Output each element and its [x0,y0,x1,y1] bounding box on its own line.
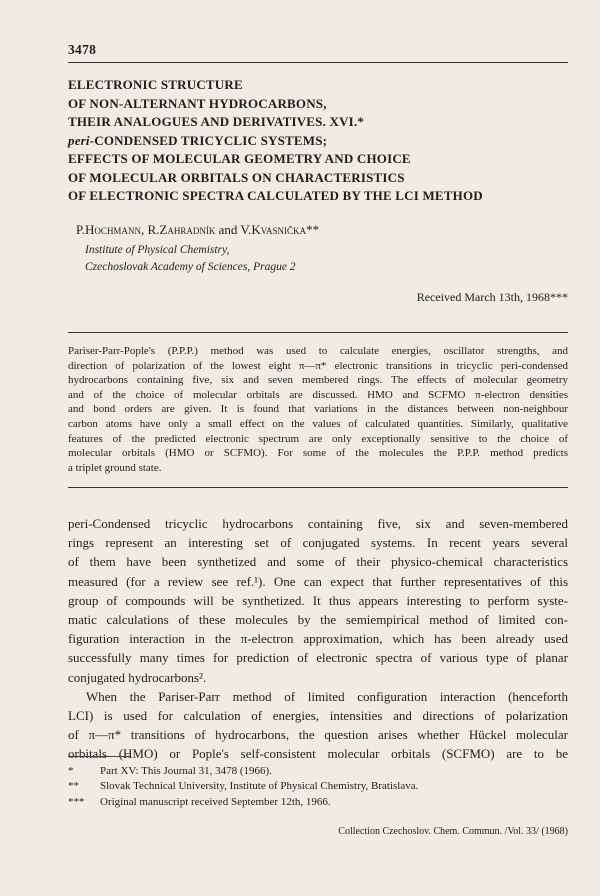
footnote-rule [68,756,130,757]
page-number: 3478 [68,42,97,57]
body-text [68,514,568,764]
body-line: of π—π* transitions of hydrocarbons, the question arises whether Hückel molecular [68,727,568,743]
header-rule [68,62,568,63]
body-line: figuration interaction in the π-electron approximation, which has been already used [68,631,568,647]
article-title [68,76,568,206]
author-name: Kvasnička [251,222,307,237]
footnote: * Part XV: This Journal 31, 3478 (1966). [68,765,272,777]
title-line: ELECTRONIC STRUCTURE [68,77,243,92]
body-line: successfully many times for prediction of electronic spectra of various type of planar [68,650,568,666]
author-name: Hochmann [85,222,141,237]
author-list: P.Hochmann, R.Zahradník and V.Kvasnička** [76,222,320,237]
abstract-line: and of the choice of molecular orbitals are discussed. HMO and SCFMO π-electron densities [68,388,568,401]
title-line: THEIR ANALOGUES AND DERIVATIVES. XVI.* [68,114,365,129]
affiliation: Institute of Physical Chemistry, Czechoslovak Academy of Sciences, Prague 2 [85,244,296,273]
title-line: EFFECTS OF MOLECULAR GEOMETRY AND CHOICE [68,151,411,166]
abstract-line: molecular orbitals (HMO or SCFMO). For some of the molecules the P.P.P. method predicts [68,447,568,460]
body-line: When the Pariser-Parr method of limited configuration interaction (henceforth [86,688,568,704]
abstract [68,344,568,475]
title-italic-prefix: peri [68,132,90,148]
body-line: conjugated hydrocarbons². [68,669,207,685]
footnote: *** Original manuscript received September 12th, 1966. [68,795,331,808]
received-date: Received March 13th, 1968*** [416,290,568,304]
abstract-line: carbon atoms have only a small effect on the values of calculated quantities. Similarly, qualitative [68,417,568,430]
abstract-line: hydrocarbons containing five, six and seven membered rings. The effects of molecular geometry [68,374,568,387]
author-name: Zahradník [159,222,216,237]
title-line: OF ELECTRONIC SPECTRA CALCULATED BY THE LCI METHOD [68,188,483,203]
abstract-line: and bond orders are given. It is found that variations in the distances between non-neighbour [68,403,568,416]
body-line: rings represent an interesting set of conjugated systems. In recent years several [68,535,568,551]
body-line: orbitals (HMO) or Pople's self-consistent molecular orbitals (SCFMO) are to be [68,746,568,762]
journal-footer: Collection Czechoslov. Chem. Commun. /Vol. 33/ (1968) [338,826,568,837]
body-line: matic calculations of these molecules by the semiempirical method of limited con- [68,612,568,628]
abstract-bottom-rule [68,487,568,488]
footnotes [68,764,418,810]
body-line: group of compounds will be synthetized. It thus appears interesting to perform syste- [68,592,568,608]
body-line: measured (for a review see ref.¹). One can expect that further representatives of this [68,573,568,589]
abstract-line: Pariser-Parr-Pople's (P.P.P.) method was used to calculate energies, oscillator strengths, and [68,345,568,357]
body-line: LCI) is used for calculation of energies, intensities and directions of polarization [68,708,568,724]
abstract-line: direction of polarization of the lowest eight π—π* electronic transitions in tricyclic peri-condensed [68,359,568,372]
title-line: peri-CONDENSED TRICYCLIC SYSTEMS; [68,132,328,148]
footnote: ** Slovak Technical University, Institute of Physical Chemistry, Bratislava. [68,780,419,793]
body-line: peri-Condensed tricyclic hydrocarbons containing five, six and seven-membered [68,516,568,531]
abstract-line: a triplet ground state. [68,461,162,474]
title-line: OF NON-ALTERNANT HYDROCARBONS, [68,95,327,111]
abstract-line: features of the predicted electronic spectrum are only exceptionally sensitive to the choice of [68,432,568,445]
title-line: OF MOLECULAR ORBITALS ON CHARACTERISTICS [68,169,405,185]
body-line: of them have been synthetized and some of their physico-chemical characteristics [68,554,568,570]
abstract-top-rule [68,332,568,333]
